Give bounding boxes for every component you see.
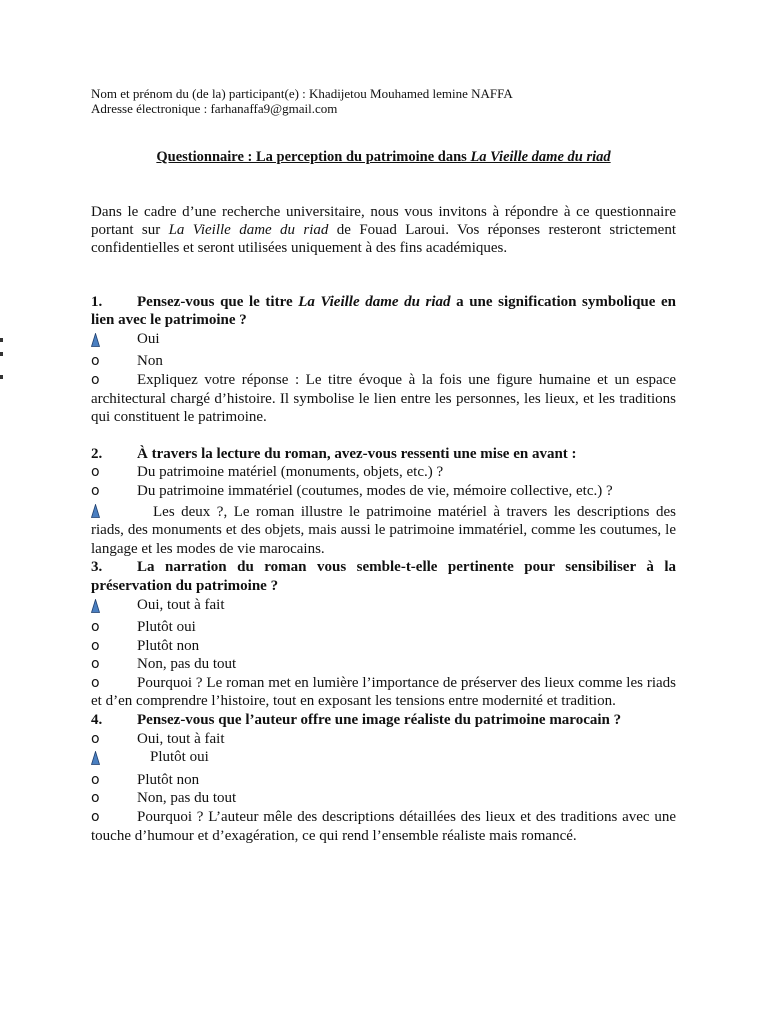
selected-triangle-icon [91,596,137,619]
page-title: Questionnaire : La perception du patrimoine dans La Vieille dame du riad [156,149,611,165]
circle-bullet-icon: o [91,482,100,499]
document-page [91,86,676,845]
circle-bullet-icon: o [91,353,100,370]
circle-bullet-icon: o [91,464,100,481]
question-2 [91,445,676,559]
question-4-explanation: o Pourquoi ? L’auteur mêle des descriptions détaillées des lieux et des traditions avec une touche d’humour et d’exagération, ce qui rend l’ensemble réaliste mais romancé. [91,809,676,844]
option-non[interactable]: o Non [91,353,163,370]
question-4 [91,711,676,845]
selected-triangle-icon [91,330,137,353]
option-plutot-oui[interactable]: o Plutôt oui [91,619,196,636]
circle-bullet-icon: o [91,809,100,826]
participant-info [91,86,676,116]
selected-triangle-icon [91,748,137,771]
option-immateriel[interactable]: o Du patrimoine immatériel (coutumes, modes de vie, mémoire collective, etc.) ? [91,482,613,499]
intro-paragraph: Dans le cadre d’une recherche universitaire, nous vous invitons à répondre à ce questionnaire portant sur La Vieille dame du riad de Fouad Laroui. Vos réponses resteront strictement confidentielles et seront utilisées uniquement à des fins académiques. [91,204,676,257]
margin-mark [0,338,3,342]
question-1-text: 1. Pensez-vous que le titre La Vieille dame du riad a une signification symbolique en lien avec le patrimoine ? [91,293,676,329]
margin-mark [0,375,3,379]
circle-bullet-icon: o [91,656,100,673]
circle-bullet-icon: o [91,674,100,691]
circle-bullet-icon: o [91,790,100,807]
circle-bullet-icon: o [91,730,100,747]
email-line: Adresse électronique : farhanaffa9@gmail.com [91,101,338,116]
circle-bullet-icon: o [91,771,100,788]
option-plutot-non[interactable]: o Plutôt non [91,771,200,788]
question-1 [91,293,676,427]
question-3-explanation: o Pourquoi ? Le roman met en lumière l’importance de préserver des lieux comme les riads et d’en comprendre l’histoire, tout en exposant les tensions entre modernité et tradition. [91,674,676,710]
circle-bullet-icon: o [91,637,100,654]
option-plutot-non[interactable]: o Plutôt non [91,637,200,654]
question-4-text: 4. Pensez-vous que l’auteur offre une image réaliste du patrimoine marocain ? [91,712,622,729]
option-non-pas-du-tout[interactable]: o Non, pas du tout [91,790,237,807]
question-3-text: 3. La narration du roman vous semble-t-elle pertinente pour sensibiliser à la préservation du patrimoine ? [91,559,676,594]
participant-name-line: Nom et prénom du (de la) participant(e) : Khadijetou Mouhamed lemine NAFFA [91,86,513,101]
question-1-explanation: o Expliquez votre réponse : Le titre évoque à la fois une figure humaine et un espace architectural chargé d’histoire. Il symbolise le lien entre les personnes, les lieux, et les traditions qui constituent le patrimoine. [91,371,676,426]
circle-bullet-icon: o [91,371,100,388]
margin-mark [0,352,3,356]
question-2-text: 2. À travers la lecture du roman, avez-vous ressenti une mise en avant : [91,445,577,462]
circle-bullet-icon: o [91,619,100,636]
option-materiel[interactable]: o Du patrimoine matériel (monuments, objets, etc.) ? [91,464,444,481]
option-oui-tout-a-fait[interactable]: o Oui, tout à fait [91,730,225,747]
selected-triangle-icon [91,501,137,522]
option-plutot-oui[interactable]: Plutôt oui [91,748,676,771]
option-oui-tout-a-fait[interactable]: Oui, tout à fait [91,596,676,619]
question-3 [91,558,676,711]
option-non-pas-du-tout[interactable]: o Non, pas du tout [91,656,237,673]
option-les-deux[interactable]: Les deux ?, Le roman illustre le patrimoine matériel à travers les descriptions des riads, des monuments et des objets, mais aussi le patrimoine immatériel, comme les coutumes, le langage et les modes de vie marocains. [91,501,676,559]
option-oui[interactable]: Oui [91,330,676,353]
